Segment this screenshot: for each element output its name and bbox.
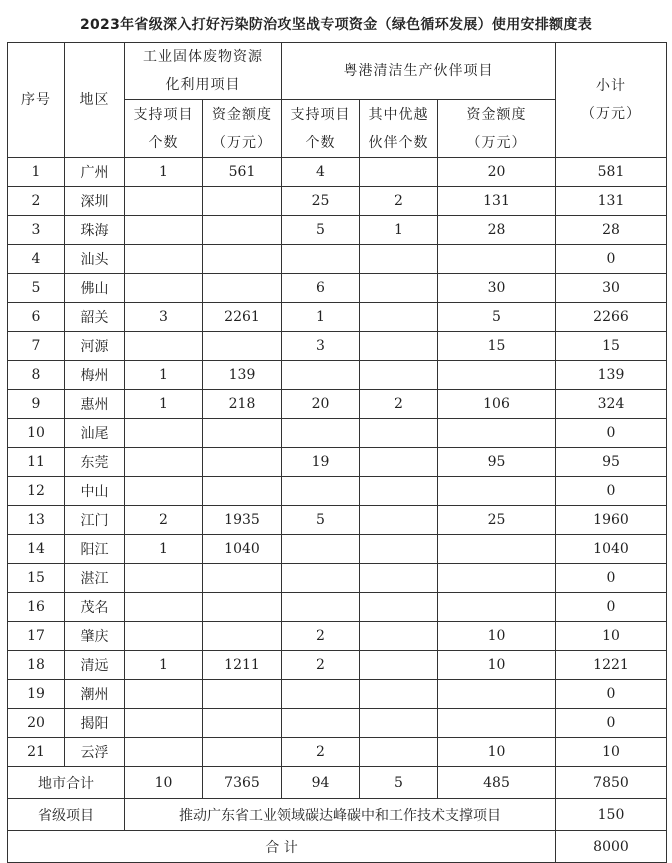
cell-subtotal: 95 bbox=[556, 448, 667, 477]
header-seq: 序号 bbox=[8, 43, 65, 158]
cell-g1-count bbox=[125, 216, 203, 245]
cell-g1-count bbox=[125, 448, 203, 477]
table-row bbox=[8, 245, 667, 274]
cell-g1-amount: 139 bbox=[203, 361, 282, 390]
cell-region: 揭阳 bbox=[65, 709, 125, 738]
cell-subtotal: 30 bbox=[556, 274, 667, 303]
grand-total-label: 合 计 bbox=[8, 831, 556, 863]
table-row bbox=[8, 477, 667, 506]
table-row bbox=[8, 390, 667, 419]
cell-g1-amount bbox=[203, 245, 282, 274]
cell-subtotal: 0 bbox=[556, 245, 667, 274]
cell-g2-count: 2 bbox=[282, 738, 360, 767]
cell-g2-count: 5 bbox=[282, 216, 360, 245]
cell-seq: 2 bbox=[8, 187, 65, 216]
cell-subtotal: 1960 bbox=[556, 506, 667, 535]
cell-g2-partner bbox=[360, 477, 438, 506]
cell-seq: 14 bbox=[8, 535, 65, 564]
city-total-g1-count: 10 bbox=[125, 767, 203, 799]
cell-g2-partner: 2 bbox=[360, 187, 438, 216]
cell-g2-amount bbox=[438, 477, 556, 506]
cell-g1-count bbox=[125, 564, 203, 593]
cell-g1-count: 3 bbox=[125, 303, 203, 332]
cell-g1-amount bbox=[203, 622, 282, 651]
cell-g2-count bbox=[282, 535, 360, 564]
cell-g2-amount: 28 bbox=[438, 216, 556, 245]
city-total-g1-amount: 7365 bbox=[203, 767, 282, 799]
cell-region: 云浮 bbox=[65, 738, 125, 767]
cell-g2-count: 6 bbox=[282, 274, 360, 303]
table-row bbox=[8, 651, 667, 680]
header-g2-partner bbox=[360, 100, 438, 158]
cell-subtotal: 10 bbox=[556, 622, 667, 651]
cell-subtotal: 1221 bbox=[556, 651, 667, 680]
cell-g2-amount: 106 bbox=[438, 390, 556, 419]
cell-g2-partner bbox=[360, 303, 438, 332]
cell-seq: 5 bbox=[8, 274, 65, 303]
table-row bbox=[8, 187, 667, 216]
header-industrial-waste-line2: 化利用项目 bbox=[165, 77, 241, 93]
table-row bbox=[8, 448, 667, 477]
cell-g1-count bbox=[125, 245, 203, 274]
cell-g2-count bbox=[282, 680, 360, 709]
cell-g2-count: 5 bbox=[282, 506, 360, 535]
cell-region: 中山 bbox=[65, 477, 125, 506]
cell-g2-count: 25 bbox=[282, 187, 360, 216]
cell-seq: 21 bbox=[8, 738, 65, 767]
cell-seq: 3 bbox=[8, 216, 65, 245]
cell-region: 肇庆 bbox=[65, 622, 125, 651]
cell-g2-partner bbox=[360, 506, 438, 535]
cell-g2-partner bbox=[360, 709, 438, 738]
cell-g1-count: 1 bbox=[125, 158, 203, 187]
cell-region: 惠州 bbox=[65, 390, 125, 419]
header-industrial-waste bbox=[125, 43, 282, 100]
cell-region: 河源 bbox=[65, 332, 125, 361]
provincial-label: 省级项目 bbox=[8, 799, 125, 831]
cell-g1-count bbox=[125, 593, 203, 622]
cell-g1-amount: 1211 bbox=[203, 651, 282, 680]
cell-subtotal: 1040 bbox=[556, 535, 667, 564]
cell-g2-amount: 30 bbox=[438, 274, 556, 303]
cell-region: 韶关 bbox=[65, 303, 125, 332]
cell-g2-amount: 10 bbox=[438, 738, 556, 767]
header-g2-amount-line2: （万元） bbox=[466, 134, 527, 151]
cell-g2-amount bbox=[438, 535, 556, 564]
cell-g2-partner bbox=[360, 593, 438, 622]
cell-g1-amount bbox=[203, 419, 282, 448]
cell-region: 汕头 bbox=[65, 245, 125, 274]
cell-seq: 15 bbox=[8, 564, 65, 593]
cell-seq: 18 bbox=[8, 651, 65, 680]
table-row bbox=[8, 158, 667, 187]
header-subtotal-line2: （万元） bbox=[581, 106, 641, 122]
cell-region: 茂名 bbox=[65, 593, 125, 622]
table-row-grand-total bbox=[8, 831, 667, 863]
cell-g2-count bbox=[282, 593, 360, 622]
cell-seq: 9 bbox=[8, 390, 65, 419]
cell-subtotal: 10 bbox=[556, 738, 667, 767]
cell-region: 东莞 bbox=[65, 448, 125, 477]
cell-g1-count: 1 bbox=[125, 361, 203, 390]
grand-total-value: 8000 bbox=[556, 831, 667, 863]
cell-region: 梅州 bbox=[65, 361, 125, 390]
provincial-value: 150 bbox=[556, 799, 667, 831]
cell-g2-count: 4 bbox=[282, 158, 360, 187]
table-row bbox=[8, 274, 667, 303]
cell-g2-partner bbox=[360, 448, 438, 477]
header-g2-count-line2: 个数 bbox=[305, 134, 336, 151]
header-g2-count bbox=[282, 100, 360, 158]
cell-seq: 7 bbox=[8, 332, 65, 361]
cell-region: 湛江 bbox=[65, 564, 125, 593]
cell-g1-amount bbox=[203, 274, 282, 303]
cell-seq: 13 bbox=[8, 506, 65, 535]
table-row bbox=[8, 332, 667, 361]
table-row bbox=[8, 680, 667, 709]
table-row-provincial bbox=[8, 799, 667, 831]
cell-g2-count: 2 bbox=[282, 651, 360, 680]
table-row bbox=[8, 622, 667, 651]
cell-g2-count: 19 bbox=[282, 448, 360, 477]
cell-g1-amount: 218 bbox=[203, 390, 282, 419]
cell-g1-count bbox=[125, 274, 203, 303]
cell-g2-count bbox=[282, 709, 360, 738]
cell-g2-partner bbox=[360, 274, 438, 303]
cell-g2-amount bbox=[438, 709, 556, 738]
table-body bbox=[8, 158, 667, 863]
city-total-label: 地市合计 bbox=[8, 767, 125, 799]
cell-seq: 12 bbox=[8, 477, 65, 506]
header-subtotal bbox=[556, 43, 667, 158]
table-row bbox=[8, 709, 667, 738]
table-row bbox=[8, 216, 667, 245]
cell-g1-amount bbox=[203, 680, 282, 709]
header-g2-partner-line2: 伙伴个数 bbox=[368, 134, 429, 151]
cell-region: 深圳 bbox=[65, 187, 125, 216]
cell-g2-amount: 95 bbox=[438, 448, 556, 477]
header-g1-amount-line2: （万元） bbox=[212, 134, 272, 151]
cell-subtotal: 0 bbox=[556, 593, 667, 622]
cell-g1-amount bbox=[203, 216, 282, 245]
cell-seq: 16 bbox=[8, 593, 65, 622]
cell-subtotal: 2266 bbox=[556, 303, 667, 332]
header-region: 地区 bbox=[65, 43, 125, 158]
cell-seq: 20 bbox=[8, 709, 65, 738]
cell-g2-amount bbox=[438, 564, 556, 593]
header-hk-clean-production: 粤港清洁生产伙伴项目 bbox=[282, 43, 556, 100]
cell-g2-count bbox=[282, 361, 360, 390]
cell-g2-count bbox=[282, 245, 360, 274]
allocation-table bbox=[7, 42, 667, 863]
cell-g2-amount: 10 bbox=[438, 651, 556, 680]
cell-g1-count bbox=[125, 709, 203, 738]
cell-g1-count: 2 bbox=[125, 506, 203, 535]
cell-subtotal: 131 bbox=[556, 187, 667, 216]
cell-g1-amount bbox=[203, 738, 282, 767]
cell-g2-amount bbox=[438, 361, 556, 390]
header-g2-partner-line1: 其中优越 bbox=[368, 106, 429, 123]
cell-g2-partner bbox=[360, 361, 438, 390]
cell-g2-partner bbox=[360, 245, 438, 274]
table-header bbox=[8, 43, 667, 158]
table-row bbox=[8, 564, 667, 593]
cell-g1-amount: 561 bbox=[203, 158, 282, 187]
cell-g2-amount: 25 bbox=[438, 506, 556, 535]
cell-g2-amount: 20 bbox=[438, 158, 556, 187]
cell-seq: 10 bbox=[8, 419, 65, 448]
cell-region: 清远 bbox=[65, 651, 125, 680]
cell-g2-count bbox=[282, 477, 360, 506]
cell-region: 江门 bbox=[65, 506, 125, 535]
cell-region: 阳江 bbox=[65, 535, 125, 564]
cell-g2-partner bbox=[360, 651, 438, 680]
city-total-g2-partner: 5 bbox=[360, 767, 438, 799]
cell-region: 广州 bbox=[65, 158, 125, 187]
cell-g2-amount: 10 bbox=[438, 622, 556, 651]
table-row bbox=[8, 738, 667, 767]
cell-seq: 17 bbox=[8, 622, 65, 651]
cell-g1-count: 1 bbox=[125, 651, 203, 680]
header-g2-amount bbox=[438, 100, 556, 158]
cell-g1-amount: 1935 bbox=[203, 506, 282, 535]
cell-g2-count: 20 bbox=[282, 390, 360, 419]
cell-g2-partner bbox=[360, 564, 438, 593]
cell-g2-count bbox=[282, 419, 360, 448]
table-row bbox=[8, 361, 667, 390]
cell-g1-amount bbox=[203, 477, 282, 506]
cell-subtotal: 324 bbox=[556, 390, 667, 419]
cell-g2-amount bbox=[438, 419, 556, 448]
cell-g1-amount bbox=[203, 593, 282, 622]
cell-subtotal: 15 bbox=[556, 332, 667, 361]
cell-subtotal: 0 bbox=[556, 477, 667, 506]
cell-g2-partner bbox=[360, 680, 438, 709]
cell-subtotal: 0 bbox=[556, 419, 667, 448]
cell-g2-amount: 5 bbox=[438, 303, 556, 332]
cell-g1-amount bbox=[203, 448, 282, 477]
header-g2-count-line1: 支持项目 bbox=[290, 106, 351, 123]
table-row bbox=[8, 419, 667, 448]
cell-region: 汕尾 bbox=[65, 419, 125, 448]
header-subtotal-line1: 小计 bbox=[596, 78, 626, 94]
cell-g1-count: 1 bbox=[125, 390, 203, 419]
provincial-description: 推动广东省工业领域碳达峰碳中和工作技术支撑项目 bbox=[125, 799, 556, 831]
cell-seq: 4 bbox=[8, 245, 65, 274]
cell-g1-amount bbox=[203, 332, 282, 361]
cell-seq: 8 bbox=[8, 361, 65, 390]
cell-g2-count bbox=[282, 564, 360, 593]
page-title: 2023年省级深入打好污染防治攻坚战专项资金（绿色循环发展）使用安排额度表 bbox=[79, 17, 593, 33]
cell-g1-count bbox=[125, 332, 203, 361]
cell-g2-amount bbox=[438, 680, 556, 709]
cell-g2-partner bbox=[360, 332, 438, 361]
cell-subtotal: 139 bbox=[556, 361, 667, 390]
cell-subtotal: 0 bbox=[556, 564, 667, 593]
cell-g2-partner bbox=[360, 535, 438, 564]
cell-subtotal: 0 bbox=[556, 709, 667, 738]
table-row bbox=[8, 593, 667, 622]
cell-g2-partner bbox=[360, 419, 438, 448]
cell-seq: 19 bbox=[8, 680, 65, 709]
cell-region: 佛山 bbox=[65, 274, 125, 303]
cell-g1-count bbox=[125, 738, 203, 767]
table-row bbox=[8, 535, 667, 564]
cell-g1-count: 1 bbox=[125, 535, 203, 564]
header-g1-amount bbox=[203, 100, 282, 158]
cell-g1-amount bbox=[203, 709, 282, 738]
cell-g1-count bbox=[125, 477, 203, 506]
cell-subtotal: 0 bbox=[556, 680, 667, 709]
header-industrial-waste-line1: 工业固体废物资源 bbox=[143, 49, 263, 65]
cell-g1-amount bbox=[203, 564, 282, 593]
cell-g1-count bbox=[125, 419, 203, 448]
table-row bbox=[8, 506, 667, 535]
header-g1-count-line2: 个数 bbox=[148, 134, 179, 151]
cell-region: 珠海 bbox=[65, 216, 125, 245]
cell-g1-amount bbox=[203, 187, 282, 216]
cell-seq: 11 bbox=[8, 448, 65, 477]
cell-g2-partner bbox=[360, 622, 438, 651]
header-g1-amount-line1: 资金额度 bbox=[212, 106, 272, 123]
cell-g2-partner bbox=[360, 738, 438, 767]
cell-subtotal: 28 bbox=[556, 216, 667, 245]
header-g1-count-line1: 支持项目 bbox=[133, 106, 194, 123]
cell-g1-count bbox=[125, 680, 203, 709]
cell-seq: 6 bbox=[8, 303, 65, 332]
city-total-g2-amount: 485 bbox=[438, 767, 556, 799]
cell-subtotal: 581 bbox=[556, 158, 667, 187]
cell-g2-partner bbox=[360, 158, 438, 187]
cell-g1-amount: 1040 bbox=[203, 535, 282, 564]
cell-g2-count: 2 bbox=[282, 622, 360, 651]
cell-g2-partner: 1 bbox=[360, 216, 438, 245]
cell-g2-amount: 15 bbox=[438, 332, 556, 361]
cell-region: 潮州 bbox=[65, 680, 125, 709]
header-g1-count bbox=[125, 100, 203, 158]
city-total-subtotal: 7850 bbox=[556, 767, 667, 799]
cell-g2-partner: 2 bbox=[360, 390, 438, 419]
cell-g2-amount: 131 bbox=[438, 187, 556, 216]
cell-g2-count: 3 bbox=[282, 332, 360, 361]
header-g2-amount-line1: 资金额度 bbox=[466, 106, 527, 123]
city-total-g2-count: 94 bbox=[282, 767, 360, 799]
cell-g1-count bbox=[125, 187, 203, 216]
cell-g2-amount bbox=[438, 245, 556, 274]
table-row bbox=[8, 303, 667, 332]
table-row-city-total bbox=[8, 767, 667, 799]
cell-seq: 1 bbox=[8, 158, 65, 187]
cell-g2-amount bbox=[438, 593, 556, 622]
cell-g1-amount: 2261 bbox=[203, 303, 282, 332]
cell-g2-count: 1 bbox=[282, 303, 360, 332]
cell-g1-count bbox=[125, 622, 203, 651]
